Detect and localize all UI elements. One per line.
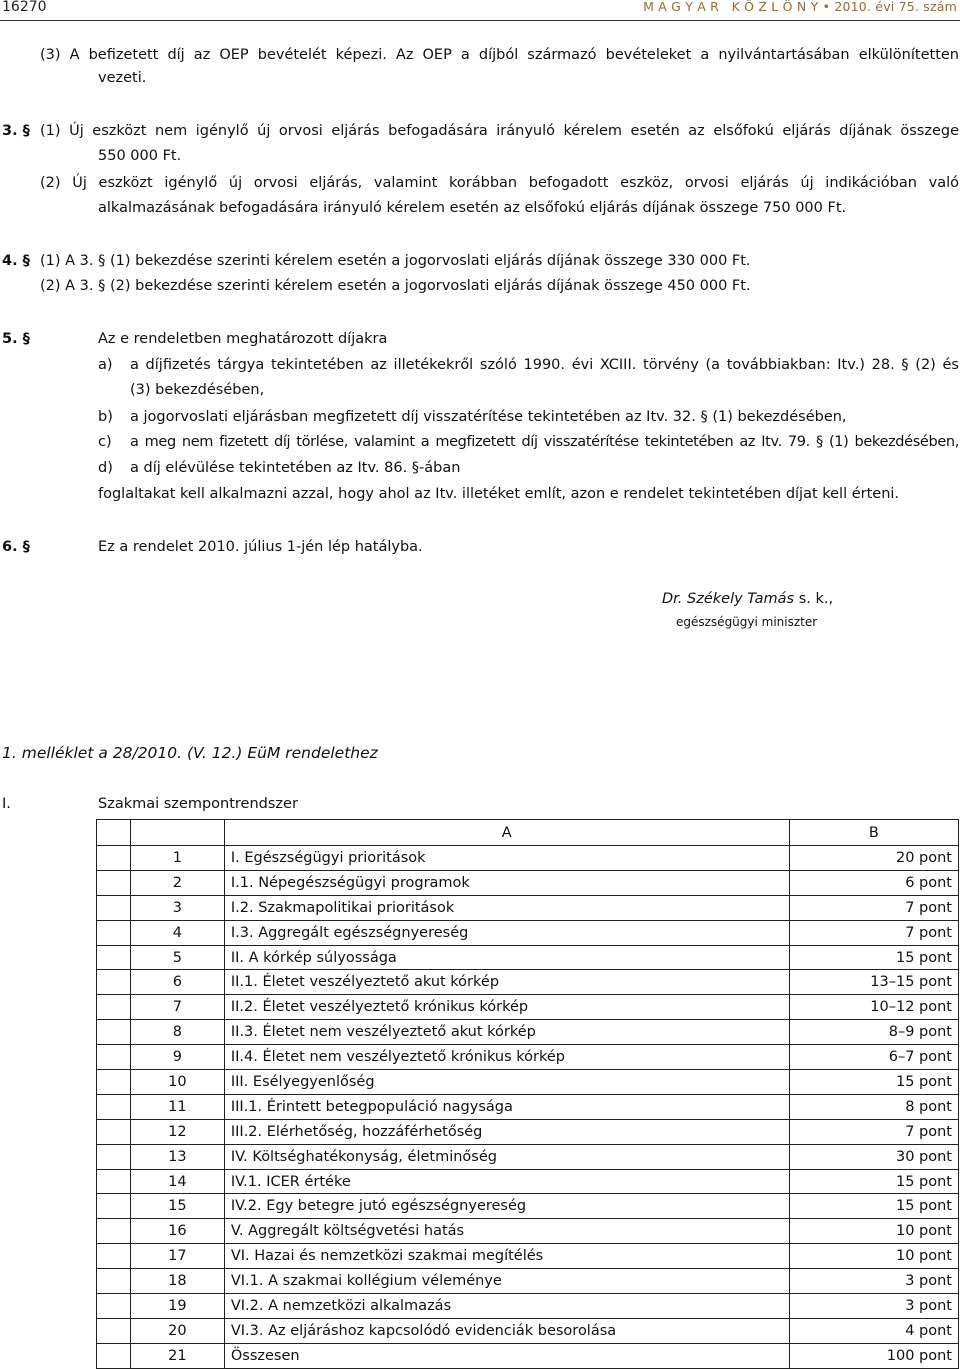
table-row <box>97 1219 959 1244</box>
row-number: 21 <box>130 1343 224 1368</box>
row-number: 10 <box>130 1070 224 1095</box>
row-criterion: I.1. Népegészségügyi programok <box>224 870 789 895</box>
row-points: 13–15 pont <box>789 970 958 995</box>
criteria-table <box>96 819 959 1369</box>
row-points: 15 pont <box>789 1070 958 1095</box>
row-points: 10–12 pont <box>789 995 958 1020</box>
row-criterion: VI.1. A szakmai kollégium véleménye <box>224 1269 789 1294</box>
row-number: 17 <box>130 1244 224 1269</box>
row-criterion: VI.2. A nemzetközi alkalmazás <box>224 1294 789 1319</box>
table-corner-cell <box>97 820 131 846</box>
table-row <box>97 1269 959 1294</box>
section-5-a-label: a) <box>98 357 113 373</box>
row-criterion: IV. Költséghatékonyság, életminőség <box>224 1144 789 1169</box>
table-row <box>97 846 959 871</box>
section-5-d: a díj elévülése tekintetében az Itv. 86. §-ában <box>130 460 461 476</box>
row-blank-cell <box>97 1144 131 1169</box>
column-a-header: A <box>224 820 789 846</box>
row-criterion: III. Esélyegyenlőség <box>224 1070 789 1095</box>
table-row <box>97 1144 959 1169</box>
section-5-a: a díjfizetés tárgya tekintetében az illetékekről szóló 1990. évi XCIII. törvény (a továbbiakban: Itv.) 28. § (2) és <box>130 357 959 373</box>
row-points: 100 pont <box>789 1343 958 1368</box>
row-blank-cell <box>97 1194 131 1219</box>
section-4-2: (2) A 3. § (2) bekezdése szerinti kérelem esetén a jogorvoslati eljárás díjának összege 450 000 Ft. <box>40 278 751 294</box>
row-blank-cell <box>97 1219 131 1244</box>
row-points: 8–9 pont <box>789 1020 958 1045</box>
row-number: 2 <box>130 870 224 895</box>
paragraph-3-3: (3) A befizetett díj az OEP bevételét képezi. Az OEP a díjból származó bevételeket a nyilvántartásában elkülönítetten <box>40 47 959 63</box>
row-number: 20 <box>130 1318 224 1343</box>
row-number: 6 <box>130 970 224 995</box>
row-blank-cell <box>97 1244 131 1269</box>
table-row <box>97 1020 959 1045</box>
row-points: 4 pont <box>789 1318 958 1343</box>
row-blank-cell <box>97 945 131 970</box>
annex-section-title: Szakmai szempontrendszer <box>98 796 298 812</box>
section-5-b: a jogorvoslati eljárásban megfizetett díj visszatérítése tekintetében az Itv. 32. § (1) bekezdésében, <box>130 409 847 425</box>
row-number: 12 <box>130 1119 224 1144</box>
row-number: 11 <box>130 1094 224 1119</box>
signature-suffix: s. k., <box>798 591 834 607</box>
row-blank-cell <box>97 1318 131 1343</box>
row-number: 5 <box>130 945 224 970</box>
row-number: 14 <box>130 1169 224 1194</box>
section-6-text: Ez a rendelet 2010. július 1-jén lép hatályba. <box>98 539 423 555</box>
section-5-intro: Az e rendeletben meghatározott díjakra <box>98 331 388 347</box>
section-4-1: (1) A 3. § (1) bekezdése szerinti kérelem esetén a jogorvoslati eljárás díjának összege 330 000 Ft. <box>40 253 751 269</box>
table-row <box>97 970 959 995</box>
section-5-a-cont: (3) bekezdésében, <box>130 382 265 398</box>
row-criterion: II. A kórkép súlyossága <box>224 945 789 970</box>
table-row <box>97 1343 959 1368</box>
row-blank-cell <box>97 1020 131 1045</box>
row-blank-cell <box>97 1294 131 1319</box>
row-blank-cell <box>97 846 131 871</box>
row-number: 13 <box>130 1144 224 1169</box>
section-5-conclusion: foglaltakat kell alkalmazni azzal, hogy ahol az Itv. illetéket említ, azon e rendelet tekintetében díjat kell érteni. <box>98 486 900 502</box>
row-number: 18 <box>130 1269 224 1294</box>
row-points: 30 pont <box>789 1144 958 1169</box>
row-points: 15 pont <box>789 1169 958 1194</box>
table-row-number-header <box>130 820 224 846</box>
row-criterion: II.2. Életet veszélyeztető krónikus kórkép <box>224 995 789 1020</box>
section-4-number: 4. § <box>2 253 30 269</box>
table-row <box>97 1294 959 1319</box>
row-blank-cell <box>97 1269 131 1294</box>
row-criterion: VI.3. Az eljáráshoz kapcsolódó evidenciák besorolása <box>224 1318 789 1343</box>
row-points: 7 pont <box>789 920 958 945</box>
row-blank-cell <box>97 1045 131 1070</box>
row-blank-cell <box>97 870 131 895</box>
row-criterion: II.3. Életet nem veszélyeztető akut kórkép <box>224 1020 789 1045</box>
row-points: 15 pont <box>789 945 958 970</box>
table-header-row <box>97 820 959 846</box>
section-3-1-cont: 550 000 Ft. <box>98 148 182 164</box>
annex-title: 1. melléklet a 28/2010. (V. 12.) EüM rendelethez <box>2 744 378 762</box>
journal-name: M A G Y A R K Ö Z L Ö N Y <box>643 0 819 14</box>
row-number: 8 <box>130 1020 224 1045</box>
table-row <box>97 920 959 945</box>
row-number: 16 <box>130 1219 224 1244</box>
section-5-c-label: c) <box>98 434 112 450</box>
table-row <box>97 1045 959 1070</box>
row-number: 9 <box>130 1045 224 1070</box>
row-points: 10 pont <box>789 1219 958 1244</box>
table-row <box>97 1318 959 1343</box>
section-5-b-label: b) <box>98 409 113 425</box>
row-criterion: V. Aggregált költségvetési hatás <box>224 1219 789 1244</box>
row-number: 4 <box>130 920 224 945</box>
signature-name: Dr. Székely Tamás <box>662 591 795 607</box>
annex-section-number: I. <box>2 796 11 812</box>
row-points: 7 pont <box>789 1119 958 1144</box>
row-blank-cell <box>97 1094 131 1119</box>
row-blank-cell <box>97 1343 131 1368</box>
row-points: 8 pont <box>789 1094 958 1119</box>
row-points: 6–7 pont <box>789 1045 958 1070</box>
column-b-header: B <box>789 820 958 846</box>
table-row <box>97 1244 959 1269</box>
row-number: 1 <box>130 846 224 871</box>
row-points: 10 pont <box>789 1244 958 1269</box>
table-row <box>97 995 959 1020</box>
row-criterion: II.4. Életet nem veszélyeztető krónikus kórkép <box>224 1045 789 1070</box>
section-6-number: 6. § <box>2 539 30 555</box>
row-points: 15 pont <box>789 1194 958 1219</box>
row-number: 19 <box>130 1294 224 1319</box>
section-3-2: (2) Új eszközt igénylő új orvosi eljárás, valamint korábban befogadott eszköz, orvosi eljárás új indikációban való <box>40 175 959 191</box>
row-points: 6 pont <box>789 870 958 895</box>
row-number: 3 <box>130 895 224 920</box>
page-number: 16270 <box>2 0 47 15</box>
row-criterion: III.1. Érintett betegpopuláció nagysága <box>224 1094 789 1119</box>
row-points: 3 pont <box>789 1269 958 1294</box>
row-criterion: IV.1. ICER értéke <box>224 1169 789 1194</box>
row-number: 7 <box>130 995 224 1020</box>
row-number: 15 <box>130 1194 224 1219</box>
row-criterion: III.2. Elérhetőség, hozzáférhetőség <box>224 1119 789 1144</box>
row-criterion: I.3. Aggregált egészségnyereség <box>224 920 789 945</box>
row-blank-cell <box>97 1119 131 1144</box>
paragraph-3-3-cont: vezeti. <box>98 70 147 86</box>
table-row <box>97 1119 959 1144</box>
section-3-number: 3. § <box>2 123 30 139</box>
section-5-d-label: d) <box>98 460 113 476</box>
table-row <box>97 895 959 920</box>
section-3-2-cont: alkalmazásának befogadására irányuló kérelem esetén az elsőfokú eljárás díjának összege 750 000 Ft. <box>98 200 847 216</box>
row-points: 20 pont <box>789 846 958 871</box>
row-points: 7 pont <box>789 895 958 920</box>
table-row <box>97 1094 959 1119</box>
signature-role: egészségügyi miniszter <box>676 615 818 629</box>
row-criterion: IV.2. Egy betegre jutó egészségnyereség <box>224 1194 789 1219</box>
row-blank-cell <box>97 970 131 995</box>
row-criterion: II.1. Életet veszélyeztető akut kórkép <box>224 970 789 995</box>
table-row <box>97 1194 959 1219</box>
row-criterion: VI. Hazai és nemzetközi szakmai megítélés <box>224 1244 789 1269</box>
row-blank-cell <box>97 895 131 920</box>
table-row <box>97 945 959 970</box>
row-criterion: I.2. Szakmapolitikai prioritások <box>224 895 789 920</box>
section-3-1: (1) Új eszközt nem igénylő új orvosi eljárás befogadására irányuló kérelem esetén az elsőfokú eljárás díjának összege <box>40 123 959 139</box>
row-criterion: I. Egészségügyi prioritások <box>224 846 789 871</box>
row-blank-cell <box>97 995 131 1020</box>
row-blank-cell <box>97 1070 131 1095</box>
signature <box>662 588 833 610</box>
journal-header <box>643 0 957 14</box>
header-rule <box>0 20 960 21</box>
journal-issue: • 2010. évi 75. szám <box>822 0 957 14</box>
section-5-number: 5. § <box>2 331 30 347</box>
table-row <box>97 870 959 895</box>
row-blank-cell <box>97 920 131 945</box>
table-row <box>97 1070 959 1095</box>
row-blank-cell <box>97 1169 131 1194</box>
row-criterion: Összesen <box>224 1343 789 1368</box>
table-row <box>97 1169 959 1194</box>
row-points: 3 pont <box>789 1294 958 1319</box>
section-5-c: a meg nem fizetett díj törlése, valamint a megfizetett díj visszatérítése tekintetében az Itv. 79. § (1) bekezdésében, <box>130 434 959 450</box>
